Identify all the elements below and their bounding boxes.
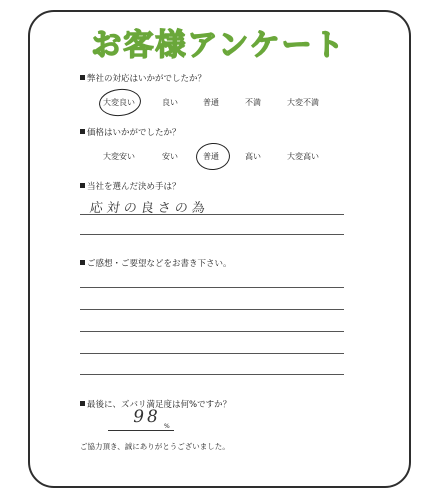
q1-option-1[interactable]: 大変良い bbox=[103, 98, 135, 107]
question-2 bbox=[80, 126, 181, 138]
q2-option-3[interactable]: 普通 bbox=[203, 152, 219, 161]
q5-answer-line bbox=[108, 430, 174, 431]
question-1-label: 弊社の対応はいかがでしたか？ bbox=[87, 74, 207, 84]
q2-option-1[interactable]: 大変安い bbox=[103, 152, 135, 161]
q2-option-2[interactable]: 安い bbox=[162, 152, 178, 161]
question-3 bbox=[80, 180, 181, 192]
bullet-square-icon bbox=[80, 401, 85, 406]
q1-option-3[interactable]: 普通 bbox=[203, 98, 219, 107]
answer-line-q4-4 bbox=[80, 353, 344, 354]
question-5-label: 最後に、ズバリ満足度は何%ですか？ bbox=[87, 400, 232, 410]
q2-option-5[interactable]: 大変高い bbox=[287, 152, 319, 161]
answer-line-q3-1 bbox=[80, 214, 344, 215]
bullet-square-icon bbox=[80, 260, 85, 265]
answer-line-q3-2 bbox=[80, 234, 344, 235]
answer-line-q4-2 bbox=[80, 309, 344, 310]
bullet-square-icon bbox=[80, 129, 85, 134]
q2-option-4[interactable]: 高い bbox=[245, 152, 261, 161]
bullet-square-icon bbox=[80, 183, 85, 188]
q1-option-5[interactable]: 大変不満 bbox=[287, 98, 319, 107]
q5-percent-unit: % bbox=[164, 423, 170, 430]
footer-thanks: ご協力頂き、誠にありがとうございました。 bbox=[80, 442, 230, 451]
question-4-label: ご感想・ご要望などをお書き下さい。 bbox=[87, 259, 232, 269]
question-4 bbox=[80, 257, 232, 269]
answer-line-q4-5 bbox=[80, 374, 344, 375]
survey-title: お客様アンケート bbox=[91, 28, 346, 63]
question-2-label: 価格はいかがでしたか？ bbox=[87, 128, 181, 138]
q1-option-2[interactable]: 良い bbox=[162, 98, 178, 107]
answer-line-q4-1 bbox=[80, 287, 344, 288]
q1-option-4[interactable]: 不満 bbox=[245, 98, 261, 107]
answer-line-q4-3 bbox=[80, 331, 344, 332]
q3-handwritten-answer: 応対の良さの為 bbox=[88, 201, 210, 216]
question-1 bbox=[80, 72, 206, 84]
bullet-square-icon bbox=[80, 75, 85, 80]
q5-handwritten-value: 98 bbox=[131, 407, 163, 427]
question-3-label: 当社を選んだ決め手は？ bbox=[87, 182, 181, 192]
